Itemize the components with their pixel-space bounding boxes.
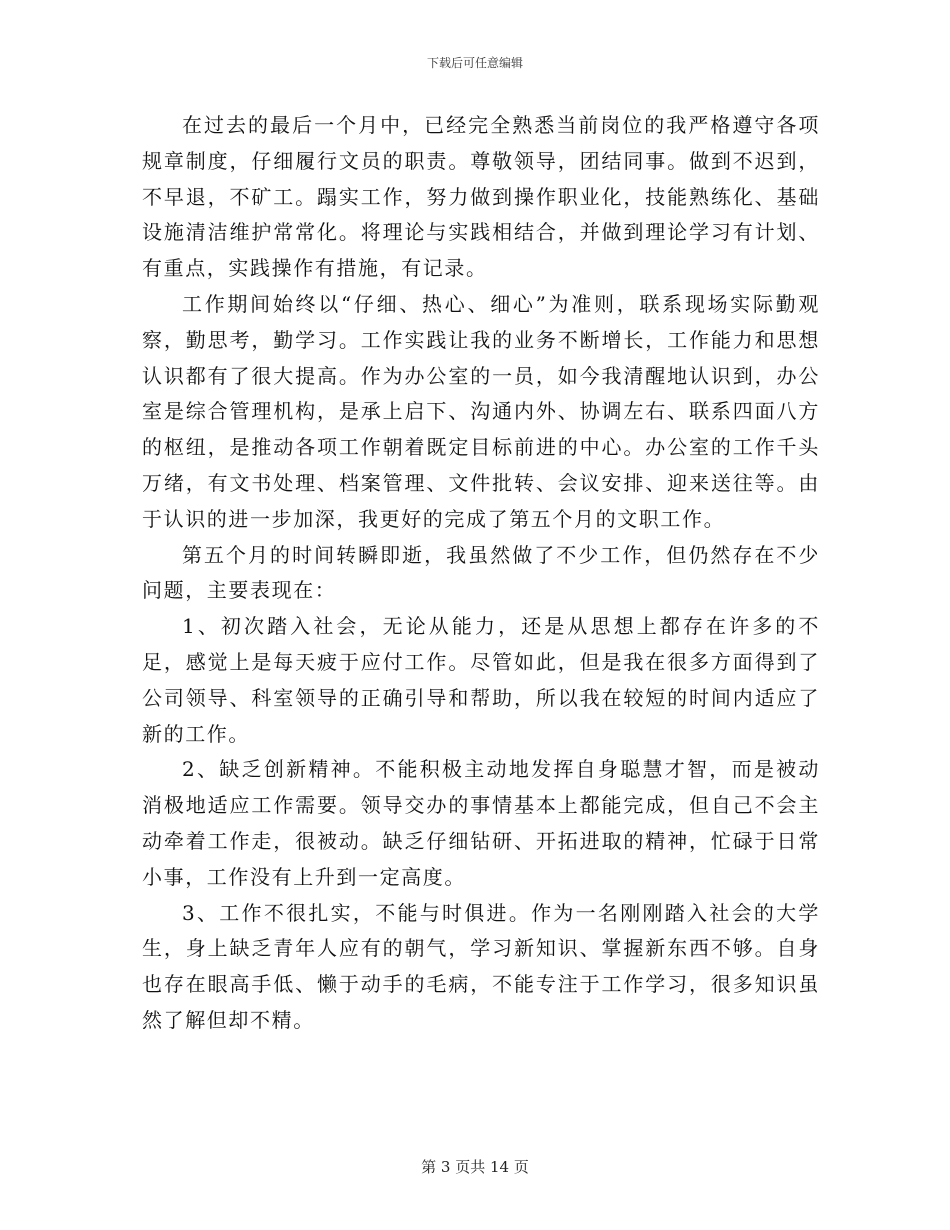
- paragraph-3: 第五个月的时间转瞬即逝，我虽然做了不少工作，但仍然存在不少问题，主要表现在：: [142, 542, 820, 603]
- paragraph-2: 工作期间始终以“仔细、热心、细心”为准则，联系现场实际勤观察，勤思考，勤学习。工作实践让我的业务不断增长，工作能力和思想认识都有了很大提高。作为办公室的一员，如今我清醒地认识到，办公室是综合管理机构，是承上启下、沟通内外、协调左右、联系四面八方的枢纽，是推动各项工作朝着既定目标前进的中心。办公室的工作千头万绪，有文书处理、档案管理、文件批转、会议安排、迎来送往等。由于认识的进一步加深，我更好的完成了第五个月的文职工作。: [142, 291, 820, 531]
- paragraph-1: 在过去的最后一个月中，已经完全熟悉当前岗位的我严格遵守各项规章制度，仔细履行文员的职责。尊敬领导，团结同事。做到不迟到，不早退，不矿工。蹋实工作，努力做到操作职业化，技能熟练化、基础设施清洁维护常常化。将理论与实践相结合，并做到理论学习有计划、有重点，实践操作有措施，有记录。: [142, 113, 820, 281]
- page-header: 下载后可任意编辑: [426, 56, 523, 70]
- paragraph-5: 2、缺乏创新精神。不能积极主动地发挥自身聪慧才智，而是被动消极地适应工作需要。领导交办的事情基本上都能完成，但自己不会主动牵着工作走，很被动。缺乏仔细钻研、开拓进取的精神，忙碌于日常小事，工作没有上升到一定高度。: [142, 757, 820, 889]
- page-footer: 第 3 页共 14 页: [421, 1158, 529, 1176]
- paragraph-4: 1、初次踏入社会，无论从能力，还是从思想上都存在许多的不足，感觉上是每天疲于应付工作。尽管如此，但是我在很多方面得到了公司领导、科室领导的正确引导和帮助，所以我在较短的时间内适应了新的工作。: [142, 614, 820, 746]
- document-body: [142, 108, 820, 1039]
- paragraph-6: 3、工作不很扎实，不能与时俱进。作为一名刚刚踏入社会的大学生，身上缺乏青年人应有的朝气，学习新知识、掌握新东西不够。自身也存在眼高手低、懒于动手的毛病，不能专注于工作学习，很多知识虽然了解但却不精。: [142, 900, 820, 1032]
